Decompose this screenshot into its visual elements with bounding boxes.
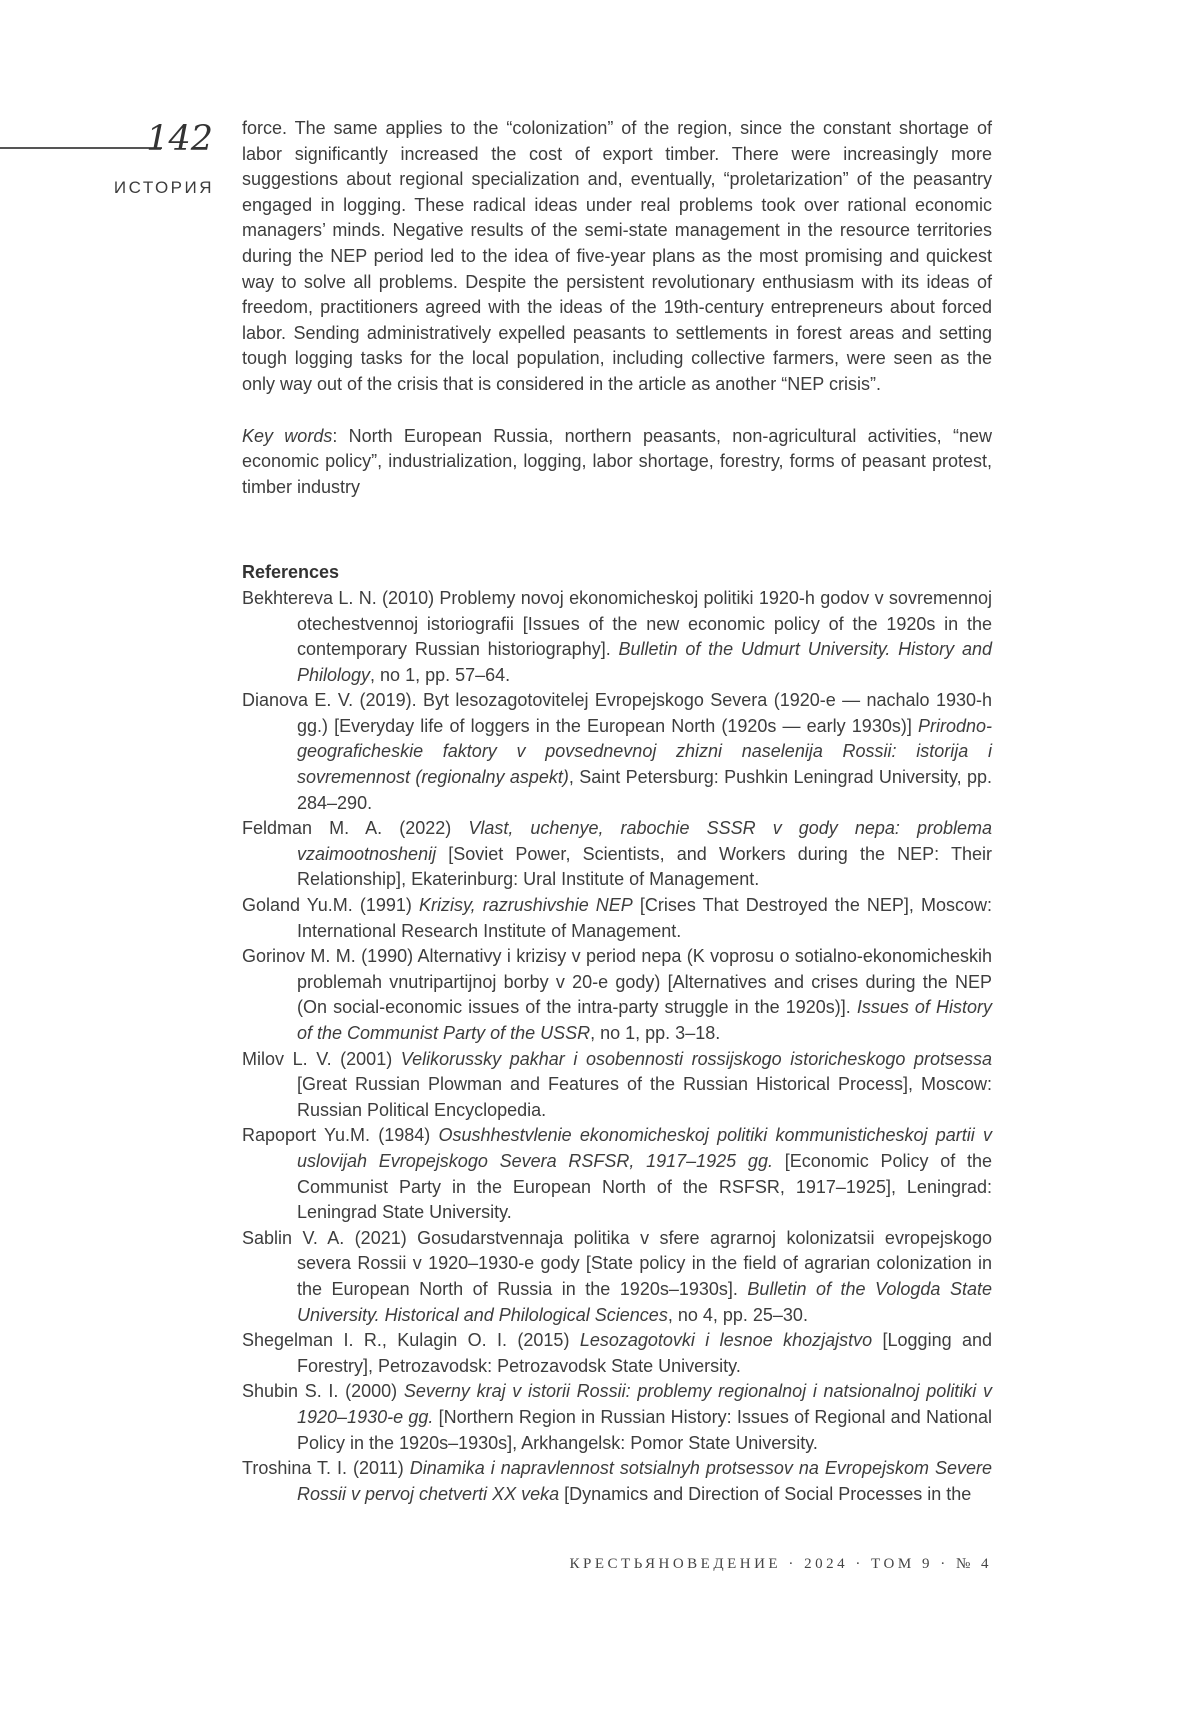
reference-entry (242, 1456, 992, 1507)
reference-text: [Northern Region in Russian History: Issues of Regional and National Policy in the 1920s–1930s], Arkhangelsk: Pomor State University. (297, 1406, 992, 1453)
reference-text: , Saint Petersburg: Pushkin Leningrad University, pp. 284–290. (297, 767, 993, 813)
keywords-text: : North European Russia, northern peasants, non-agricultural activities, “new economic policy”, industrialization, logging, labor shortage, forestry, forms of peasant protest, timber industry (242, 425, 992, 497)
journal-footer: КРЕСТЬЯНОВЕДЕНИЕ · 2024 · ТОМ 9 · № 4 (569, 1556, 992, 1572)
reference-title-italic: Issues of History of the Communist Party of the USSR (297, 997, 992, 1043)
reference-title-italic: Krizisy, razrushivshie NEP (418, 895, 633, 916)
references-list (242, 586, 992, 1507)
reference-title-italic: Vlast, uchenye, rabochie SSSR v gody nepa: problema vzaimootnoshenij (297, 818, 993, 864)
reference-entry (242, 1379, 992, 1456)
reference-entry (242, 1047, 992, 1124)
reference-entry (242, 688, 992, 816)
reference-text: [Logging and Forestry], Petrozavodsk: Petrozavodsk State University. (297, 1330, 992, 1376)
section-label: ИСТОРИЯ (113, 178, 214, 197)
keywords-label: Key words (242, 425, 333, 446)
reference-text: , no 4, pp. 25–30. (667, 1304, 808, 1325)
reference-title-italic: Prirodno-geograficheskie faktory v povsednevnoj zhizni naselenija Rossii: istorija i sovremennost (regionalny aspekt) (297, 715, 992, 788)
reference-text: [Soviet Power, Scientists, and Workers during the NEP: Their Relationship], Ekaterinburg: Ural Institute of Management. (297, 843, 992, 890)
reference-text: Feldman M. A. (2022) (242, 818, 469, 839)
reference-text: [Crises That Destroyed the NEP], Moscow: International Research Institute of Management. (297, 895, 992, 941)
reference-text: Shegelman I. R., Kulagin O. I. (2015) (242, 1330, 580, 1351)
reference-entry (242, 1226, 992, 1328)
reference-entry (242, 816, 992, 893)
reference-title-italic: Severny kraj v istorii Rossii: problemy regionalnoj i natsionalnoj politiki v 1920–1930-e gg. (297, 1381, 993, 1427)
reference-entry (242, 944, 992, 1046)
reference-title-italic: Bulletin of the Vologda State University. Historical and Philological Sciences (297, 1278, 992, 1325)
reference-text: [Dynamics and Direction of Social Processes in the (559, 1483, 972, 1504)
keywords-paragraph (242, 424, 992, 501)
reference-title-italic: Lesozagotovki i lesnoe khozjajstvo (579, 1330, 873, 1351)
abstract-text: force. The same applies to the “colonization” of the region, since the constant shortage of labor significantly increased the cost of export timber. There were increasingly more suggestions about regional specialization and, eventually, “proletarization” of the peasantry engaged in logging. These radical ideas under real problems took over rational economic managers’ minds. Negative results of the semi-state management in the resource territories during the NEP period led to the idea of five-year plans as the most promising and quickest way to solve all problems. Despite the persistent revolutionary enthusiasm with its ideas of freedom, practitioners agreed with the ideas of the 19th-century entrepreneurs about forced labor. Sending administratively expelled peasants to settlements in forest areas and setting tough logging tasks for the local population, including collective farmers, were seen as the only way out of the crisis that is considered in the article as another “NEP crisis”. (242, 118, 992, 394)
reference-text: Milov L. V. (2001) (242, 1048, 401, 1069)
reference-text: Troshina T. I. (2011) (242, 1458, 410, 1479)
reference-text: Rapoport Yu.M. (1984) (242, 1125, 439, 1146)
reference-text: , no 1, pp. 3–18. (590, 1023, 721, 1043)
reference-text: Shubin S. I. (2000) (242, 1381, 404, 1402)
page-number: 142 (146, 119, 213, 159)
reference-text: Sablin V. A. (2021) Gosudarstvennaja politika v sfere agrarnoj kolonizatsii evropejskogo severa Rossii v 1920–1930-e gody [State policy in the field of agrarian colonization in the European North of Russia in the 1920s–1930s]. (242, 1227, 992, 1299)
reference-entry (242, 893, 992, 944)
reference-text: [Economic Policy of the Communist Party in the European North of the RSFSR, 1917–1925], Leningrad: Leningrad State University. (297, 1150, 993, 1223)
reference-title-italic: Dinamika i napravlennost sotsialnyh protsessov na Evropejskom Severe Rossii v pervoj chetverti XX veka (297, 1458, 992, 1504)
reference-text: , no 1, pp. 57–64. (370, 664, 511, 685)
reference-entry (242, 1123, 992, 1225)
references-heading: References (242, 562, 340, 583)
reference-text: Bekhtereva L. N. (2010) Problemy novoj ekonomicheskoj politiki 1920-h godov v sovremennoj otechestvennoj istoriografii [Issues of the new economic policy of the 1920s in the contemporary Russian historiography]. (242, 587, 992, 660)
reference-title-italic: Bulletin of the Udmurt University. History and Philology (297, 639, 992, 685)
reference-entry (242, 586, 992, 688)
reference-text: [Great Russian Plowman and Features of the Russian Historical Process], Moscow: Russian Political Encyclopedia. (297, 1074, 992, 1120)
reference-title-italic: Osushhestvlenie ekonomicheskoj politiki kommunisticheskoj partii v uslovijah Evropejskogo Severa RSFSR, 1917–1925 gg. (297, 1125, 993, 1171)
reference-text: Goland Yu.M. (1991) (242, 895, 419, 916)
reference-text: Dianova E. V. (2019). Byt lesozagotovitelej Evropejskogo Severa (1920-e — nachalo 1930-h gg.) [Everyday life of loggers in the European North (1920s — early 1930s)] (242, 690, 992, 736)
reference-title-italic: Velikorussky pakhar i osobennosti rossijskogo istoricheskogo protsessa (400, 1048, 992, 1069)
reference-text: Gorinov M. M. (1990) Alternativy i krizisy v period nepa (K voprosu o sotialno-ekonomicheskih problemah vnutripartijnoj borby v 20-e gody) [Alternatives and crises during the NEP (On social-economic issues of the intra-party struggle in the 1920s)]. (242, 946, 992, 1018)
main-text-column (242, 116, 992, 1507)
reference-entry (242, 1328, 992, 1379)
